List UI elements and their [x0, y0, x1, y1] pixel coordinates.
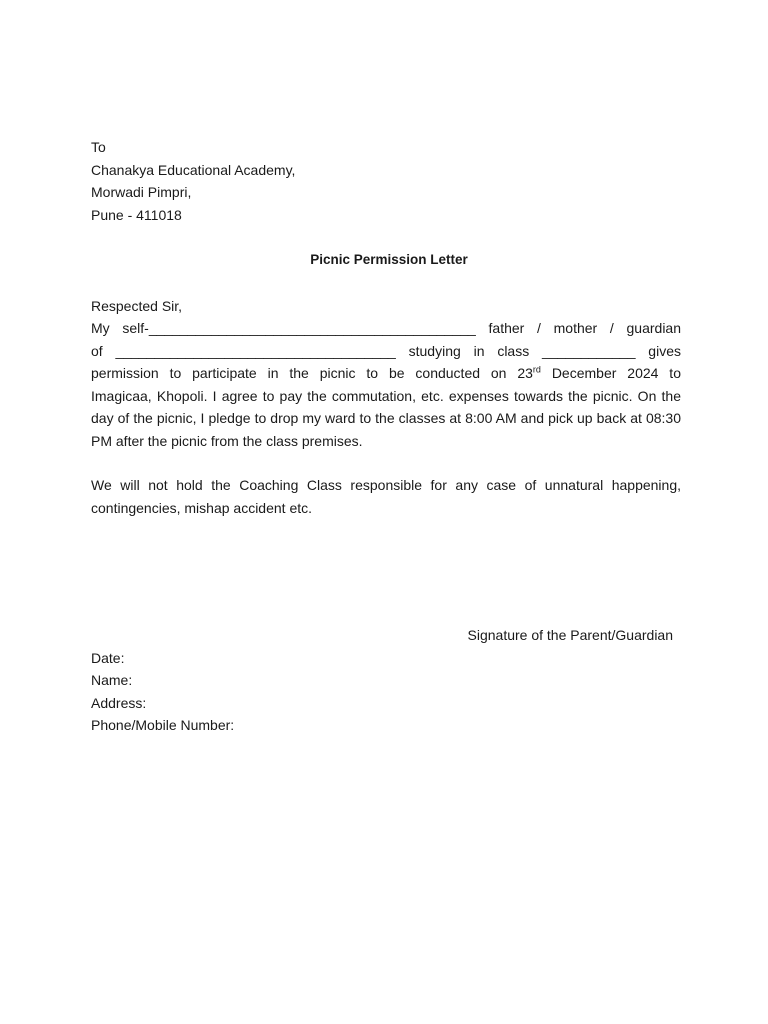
- salutation: Respected Sir,: [91, 297, 183, 314]
- address-area: Morwadi Pimpri,: [91, 184, 192, 200]
- class-label: studying in class: [395, 342, 543, 359]
- student-name-blank: ____________________________________: [115, 342, 396, 359]
- self-label: My self-: [91, 320, 149, 336]
- signature-fields: [91, 647, 673, 737]
- name-field-label: Name:: [91, 672, 133, 688]
- body-rest: Imagicaa, Khopoli. I agree to pay the commutation, etc. expenses towards the picnic. On the day of the picnic, I pledge to drop my ward to the classes at 8:00 AM and pick up back at 08:30 PM after the picnic from the class premises.: [91, 387, 681, 449]
- letter-body: [91, 317, 681, 452]
- signature-label: Signature of the Parent/Guardian: [467, 627, 673, 643]
- parent-name-blank: __________________________________________: [148, 320, 476, 336]
- disclaimer-paragraph: We will not hold the Coaching Class responsible for any case of unnatural happening, contingencies, mishap accident etc.: [91, 477, 681, 516]
- letter-title: Picnic Permission Letter: [310, 252, 468, 267]
- of-label: of: [91, 342, 116, 359]
- phone-field-label: Phone/Mobile Number:: [91, 717, 235, 733]
- class-blank: ____________: [542, 342, 636, 359]
- address-city: Pune - 411018: [91, 206, 182, 223]
- address-name: Chanakya Educational Academy,: [91, 161, 296, 178]
- body-line-3: [91, 362, 681, 385]
- letter-content: [91, 136, 681, 519]
- signature-block: [91, 624, 673, 737]
- permission-text: permission to participate in the picnic to be conducted on 23: [91, 365, 533, 381]
- body-line-2: [91, 340, 681, 363]
- date-text: December 2024 to: [540, 365, 681, 381]
- gives-label: gives: [635, 342, 681, 359]
- date-field-label: Date:: [91, 649, 125, 666]
- address-field-label: Address:: [91, 694, 147, 711]
- ordinal-suffix: rd: [532, 364, 541, 375]
- recipient-address: [91, 136, 681, 226]
- address-to: To: [91, 139, 106, 155]
- relation-label: father / mother / guardian: [475, 320, 681, 336]
- body-line-1: [91, 317, 681, 340]
